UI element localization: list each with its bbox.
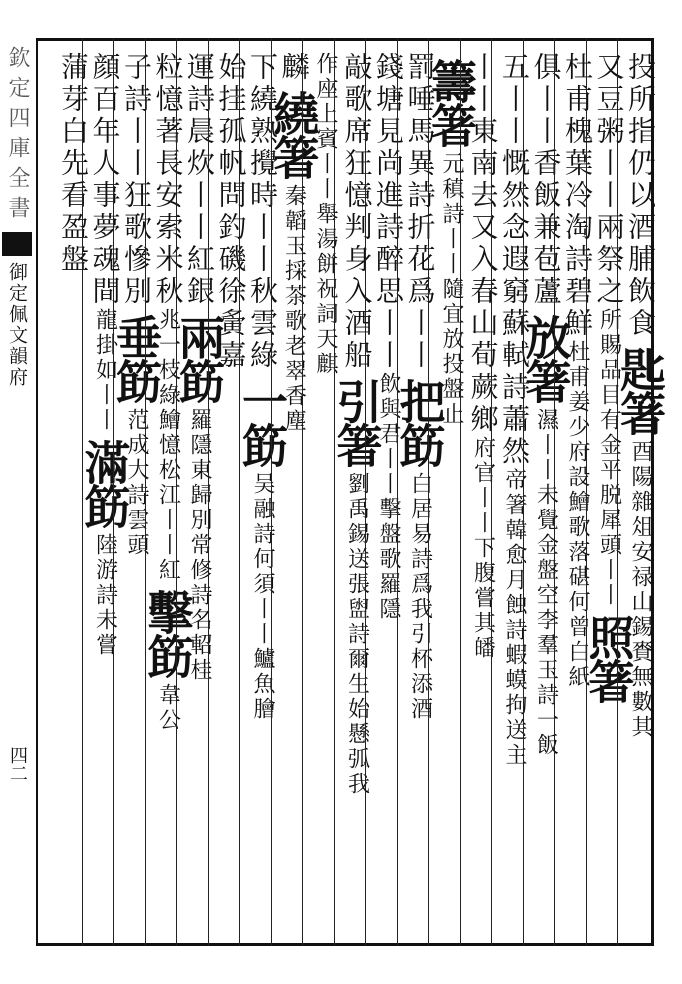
black-band bbox=[2, 232, 32, 256]
commentary-text: 吴融詩何須丨丨鱸魚膾 bbox=[250, 472, 275, 722]
column-rule bbox=[176, 38, 177, 946]
body-text: 始挂孤帆問釣磯徐夤嘉 bbox=[214, 52, 248, 372]
body-text: 顔百年人事夢魂間 bbox=[88, 52, 122, 308]
column-rule bbox=[208, 38, 209, 946]
column-rule bbox=[523, 38, 524, 946]
margin-strip bbox=[2, 46, 32, 782]
commentary-text: 龍掛如丨丨 bbox=[92, 308, 118, 433]
column-rule bbox=[617, 38, 618, 946]
entry-headword: 兩筯 bbox=[172, 314, 226, 402]
commentary-text: 白居易詩爲我引杯添酒 bbox=[407, 472, 433, 722]
entry-headword: 繞箸 bbox=[266, 90, 321, 178]
body-text: 又豆粥丨丨兩祭之 bbox=[592, 52, 626, 308]
text-column bbox=[51, 52, 95, 276]
column-rule bbox=[145, 38, 146, 946]
commentary-text: 濕丨丨未覺金盤空李羣玉詩一飯 bbox=[533, 408, 559, 758]
commentary-text: 元稹詩丨丨隨宜放投盤止 bbox=[439, 152, 464, 427]
commentary-text: 杜甫姜少府設鱠歌落碪何曾白紙 bbox=[565, 340, 590, 690]
commentary-text: 劉禹錫送張盥詩爾生始懸弧我 bbox=[344, 472, 370, 797]
body-text: 下繞熟攪時丨丨秋雲綠 bbox=[246, 52, 279, 372]
body-text: 粒憶著長安索米秋 bbox=[151, 52, 185, 308]
entry-headword: 一筯 bbox=[235, 378, 289, 466]
commentary-text: 韋公 bbox=[155, 683, 181, 733]
body-text: 蒲芽白先看盈盤 bbox=[57, 52, 90, 276]
column-rule bbox=[460, 38, 461, 946]
column-rule bbox=[334, 38, 335, 946]
entry-headword: 滿筯 bbox=[77, 439, 132, 527]
book-title: 御定佩文韻府 bbox=[6, 262, 28, 388]
column-rule bbox=[239, 38, 240, 946]
body-text: 杜甫槐葉冷淘詩碧鮮 bbox=[561, 52, 594, 340]
column-rule bbox=[365, 38, 366, 946]
body-text: 錢塘見尚進詩醉思丨丨 bbox=[372, 52, 405, 372]
commentary-text: 陸游詩未嘗 bbox=[92, 533, 118, 658]
body-text: 敲歌席狂憶判身入酒船 bbox=[340, 52, 374, 372]
column-rule bbox=[554, 38, 555, 946]
body-text: 罰唾馬異詩折花爲丨丨 bbox=[403, 52, 437, 372]
commentary-text: 酉陽雜俎安禄山錫賚無數其 bbox=[628, 440, 653, 740]
entry-headword: 擊筯 bbox=[140, 589, 195, 677]
commentary-text: 所賜品目有金平脱犀頭丨丨 bbox=[596, 308, 622, 608]
column-rule bbox=[113, 38, 114, 946]
commentary-text: 范成大詩雲頭 bbox=[124, 408, 149, 558]
body-text: 子詩丨丨狂歌慘別 bbox=[120, 52, 153, 308]
commentary-text: 帝箸韓愈月蝕詩蝦蟆拘送主 bbox=[502, 468, 527, 768]
entry-headword: 放箸 bbox=[518, 314, 573, 402]
entry-headword: 垂筯 bbox=[109, 314, 163, 402]
column-rule bbox=[428, 38, 429, 946]
column-rule bbox=[586, 38, 587, 946]
entry-headword: 引箸 bbox=[329, 378, 384, 466]
column-rule bbox=[397, 38, 398, 946]
body-text: 五丨丨慨然念遐窮蘇軾詩蕭然 bbox=[498, 52, 531, 468]
body-text: 俱丨丨香飯兼苞蘆 bbox=[529, 52, 563, 308]
entry-headword: 把筯 bbox=[392, 378, 447, 466]
column-rule bbox=[302, 38, 303, 946]
entry-headword: 籌箸 bbox=[424, 58, 478, 146]
page-number: 四二 bbox=[7, 746, 28, 782]
column-rule bbox=[491, 38, 492, 946]
body-text: 運詩晨炊丨丨紅銀 bbox=[183, 52, 216, 308]
commentary-text: 府官丨丨下腹嘗其皤 bbox=[470, 436, 496, 661]
commentary-text: 作座上賓丨丨舉湯餅祝詞天麒 bbox=[313, 52, 338, 377]
commentary-text: 飲與君丨丨擊盤歌羅隱 bbox=[376, 372, 401, 622]
entry-headword: 匙箸 bbox=[613, 346, 667, 434]
body-text: 丨丨東南去又入春山荀蕨鄉 bbox=[466, 52, 500, 436]
body-text: 麟 bbox=[277, 52, 311, 84]
entry-headword: 照箸 bbox=[581, 614, 636, 702]
column-rule bbox=[271, 38, 272, 946]
body-text: 投所指仍以酒脯飲食 bbox=[624, 52, 657, 340]
commentary-text: 兆一枝綠鱠憶松江丨丨紅 bbox=[155, 308, 181, 583]
book-series-title: 欽定四庫全書 bbox=[5, 46, 30, 226]
commentary-text: 秦韜玉採茶歌老翠香塵 bbox=[281, 184, 307, 434]
commentary-text: 羅隱東歸別常修詩名軺桂 bbox=[187, 408, 212, 683]
column-rule bbox=[82, 38, 83, 946]
